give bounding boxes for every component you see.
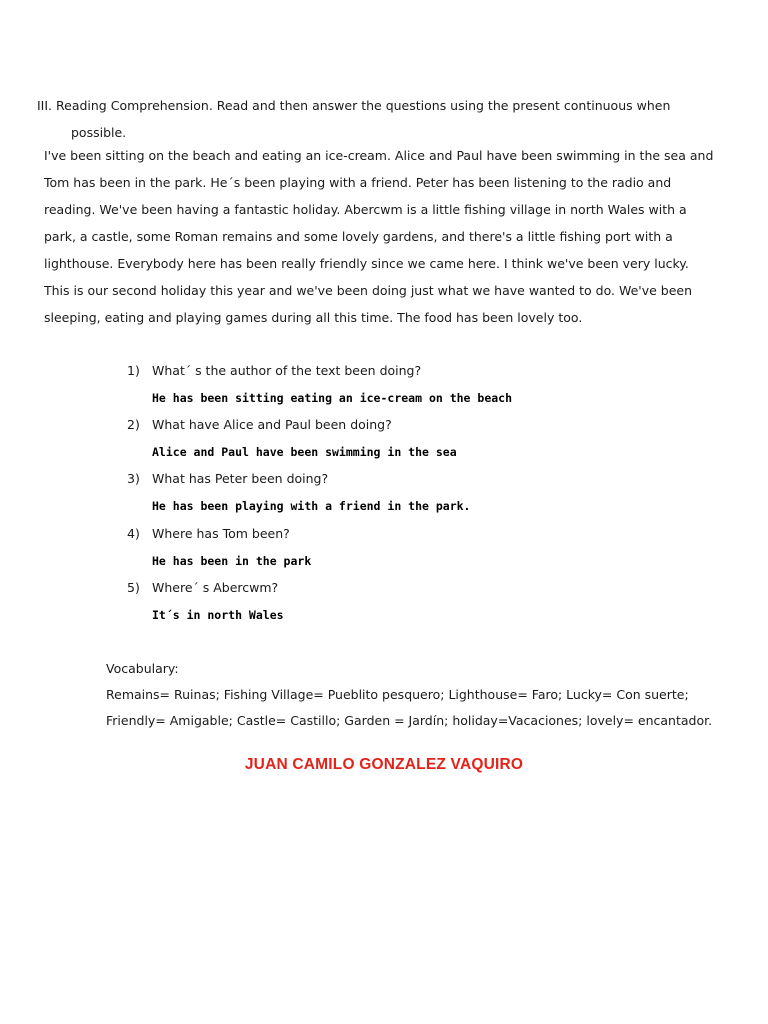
passage-line: sleeping, eating and playing games during all this time. The food has been lovely too. — [44, 310, 583, 325]
reading-passage — [44, 142, 714, 331]
question-text: What have Alice and Paul been doing? — [152, 417, 392, 433]
author-signature: JUAN CAMILO GONZALEZ VAQUIRO — [244, 756, 524, 773]
answer-text: He has been sitting eating an ice-cream on the beach — [152, 391, 513, 405]
question-number: 1) — [127, 363, 140, 378]
passage-line: park, a castle, some Roman remains and some lovely gardens, and there's a little fishing port with a — [44, 229, 673, 244]
vocabulary-line-2: Friendly= Amigable; Castle= Castillo; Garden = Jardín; holiday=Vacaciones; lovely= encantador. — [106, 713, 713, 728]
answer-text: He has been in the park — [152, 553, 312, 568]
question-text: Where´ s Abercwm? — [152, 579, 279, 595]
question-item — [127, 577, 687, 631]
vocabulary-title: Vocabulary: — [106, 661, 179, 676]
heading-line-2: possible. — [71, 125, 127, 140]
vocabulary-line-1: Remains= Ruinas; Fishing Village= Pueblito pesquero; Lighthouse= Faro; Lucky= Con suerte; — [106, 687, 689, 702]
answer-text: He has been playing with a friend in the park. — [152, 499, 471, 514]
vocabulary-section — [106, 656, 713, 734]
question-text: What´ s the author of the text been doing? — [152, 363, 422, 378]
question-list — [127, 360, 687, 631]
question-number: 3) — [127, 471, 140, 487]
question-number: 4) — [127, 525, 140, 541]
question-item — [127, 468, 687, 522]
question-number: 2) — [127, 417, 140, 433]
passage-line: reading. We've been having a fantastic holiday. Abercwm is a little fishing village in north Wales with a — [44, 202, 687, 217]
passage-line: lighthouse. Everybody here has been really friendly since we came here. I think we've been very lucky. — [44, 256, 689, 271]
question-item — [127, 523, 687, 577]
question-number: 5) — [127, 579, 140, 595]
question-item — [127, 414, 687, 468]
passage-line: This is our second holiday this year and we've been doing just what we have wanted to do. We've been — [44, 283, 693, 298]
question-item — [127, 360, 687, 414]
question-text: What has Peter been doing? — [152, 471, 329, 487]
answer-text: It´s in north Wales — [152, 607, 284, 622]
passage-line: Tom has been in the park. He´s been playing with a friend. Peter has been listening to the radio and — [44, 175, 672, 190]
heading-line-1: III. Reading Comprehension. Read and then answer the questions using the present continuous when — [37, 98, 671, 113]
question-text: Where has Tom been? — [152, 525, 290, 541]
section-heading — [37, 92, 737, 146]
passage-line: I've been sitting on the beach and eating an ice-cream. Alice and Paul have been swimming in the sea and — [44, 148, 714, 163]
answer-text: Alice and Paul have been swimming in the sea — [152, 445, 457, 460]
